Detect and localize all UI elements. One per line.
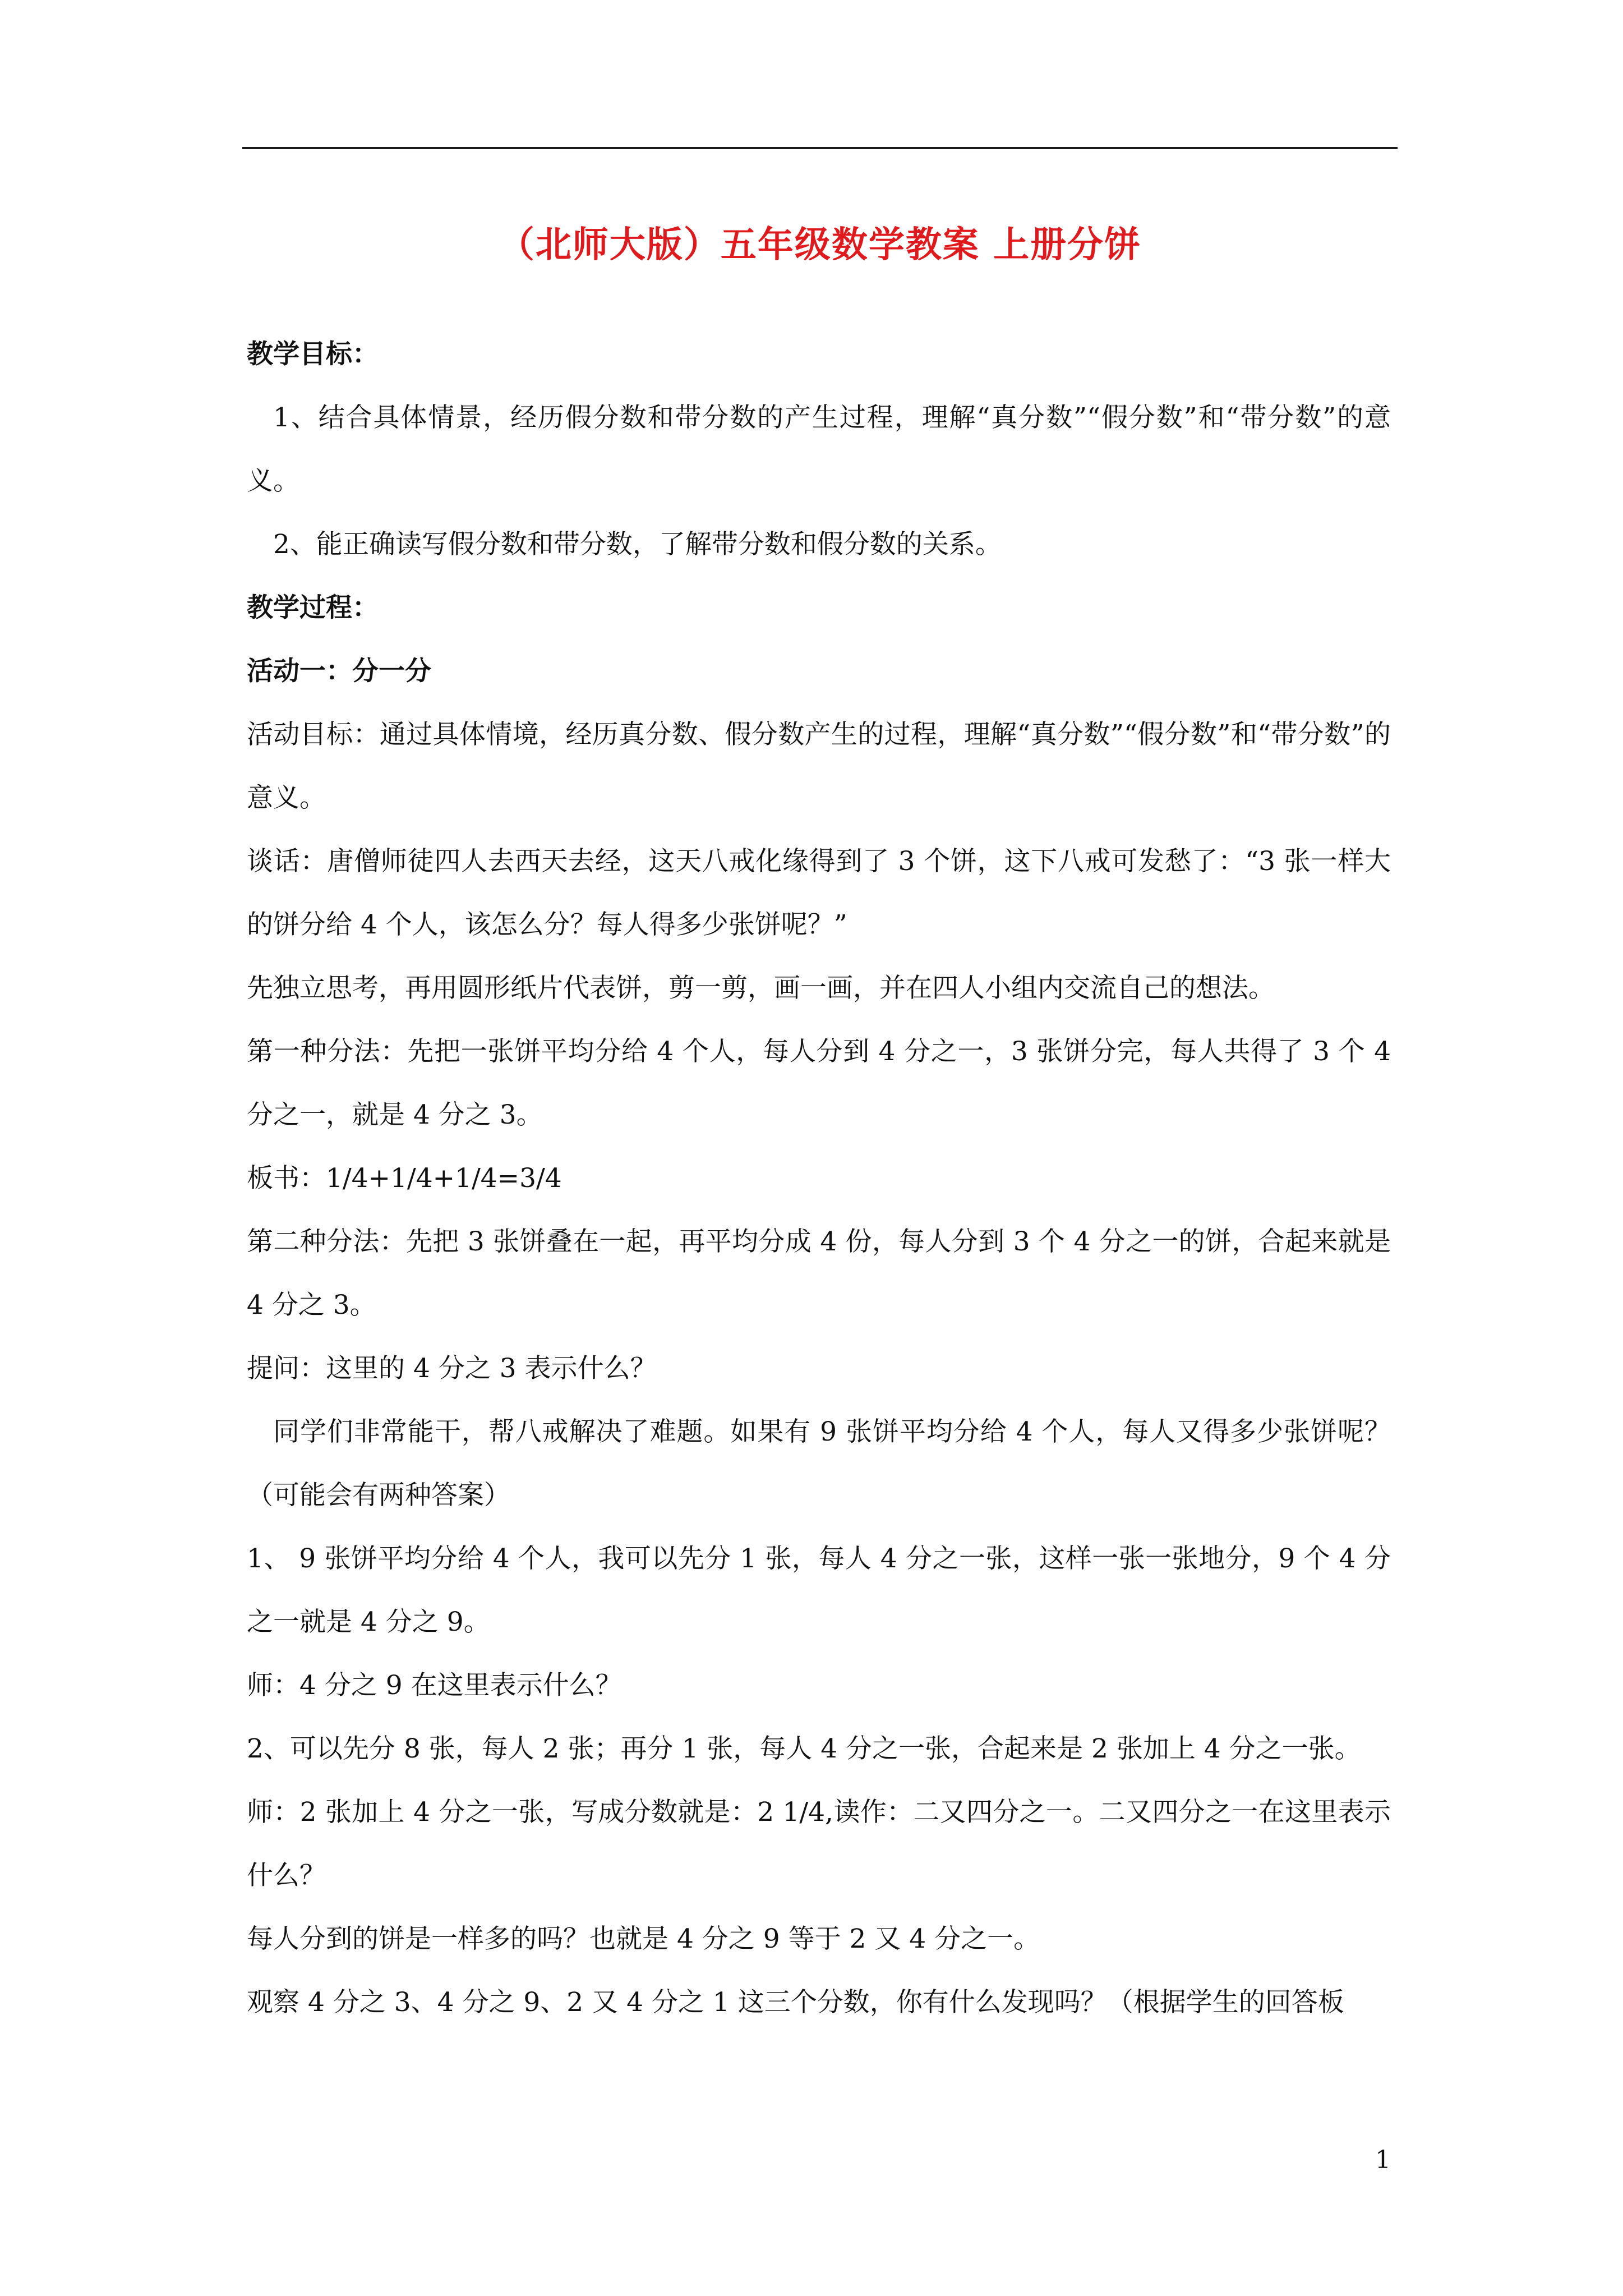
question-1: 提问：这里的 4 分之 3 表示什么？: [247, 1353, 657, 1384]
same-question: 每人分到的饼是一样多的吗？也就是 4 分之 9 等于 2 又 4 分之一。: [247, 1924, 1040, 1954]
header-rule: [242, 147, 1398, 149]
document-title: （北师大版）五年级数学教案 上册分饼: [498, 224, 1142, 266]
classmates-paragraph: 同学们非常能干，帮八戒解决了难题。如果有 9 张饼平均分给 4 个人，每人又得多少张饼呢？（可能会有两种答案）: [247, 1416, 1391, 1511]
answer-2: 2、可以先分 8 张，每人 2 张；再分 1 张，每人 4 分之一张，合起来是 2 张加上 4 分之一张。: [247, 1733, 1361, 1764]
objective-1: 1、结合具体情景，经历假分数和带分数的产生过程，理解“真分数”“假分数”和“带分数”的意义。: [247, 402, 1391, 496]
method-2-paragraph: 第二种分法：先把 3 张饼叠在一起，再平均分成 4 份，每人分到 3 个 4 分之一的饼，合起来就是 4 分之 3。: [247, 1226, 1391, 1320]
teacher-question-2: 师：2 张加上 4 分之一张，写成分数就是：2 1/4,读作：二又四分之一。二又四分之一在这里表示什么？: [247, 1797, 1391, 1891]
talk-paragraph: 谈话：唐僧师徒四人去西天去经，这天八戒化缘得到了 3 个饼，这下八戒可发愁了：“3 张一样大的饼分给 4 个人，该怎么分？每人得多少张饼呢？”: [247, 846, 1391, 940]
objectives-heading: 教学目标：: [247, 339, 379, 370]
answer-1: 1、 9 张饼平均分给 4 个人，我可以先分 1 张，每人 4 分之一张，这样一张一张地分，9 个 4 分之一就是 4 分之 9。: [247, 1543, 1391, 1637]
observe-paragraph: 观察 4 分之 3、4 分之 9、2 又 4 分之 1 这三个分数，你有什么发现吗？（根据学生的回答板: [247, 1987, 1344, 2018]
think-paragraph: 先独立思考，再用圆形纸片代表饼，剪一剪，画一画，并在四人小组内交流自己的想法。: [247, 973, 1275, 1004]
page-number: 1: [1375, 2146, 1391, 2174]
teacher-question-1: 师：4 分之 9 在这里表示什么？: [247, 1670, 622, 1701]
document-body: [247, 323, 1391, 2034]
board-note: 板书：1/4+1/4+1/4=3/4: [247, 1163, 562, 1194]
objective-2: 2、能正确读写假分数和带分数，了解带分数和假分数的关系。: [273, 529, 1002, 560]
process-heading: 教学过程：: [247, 592, 379, 623]
method-1-paragraph: 第一种分法：先把一张饼平均分给 4 个人，每人分到 4 分之一，3 张饼分完，每人共得了 3 个 4 分之一，就是 4 分之 3。: [247, 1036, 1391, 1130]
activity-1-heading: 活动一：分一分: [247, 656, 431, 687]
activity-goal: 活动目标：通过具体情境，经历真分数、假分数产生的过程，理解“真分数”“假分数”和“带分数”的意义。: [247, 719, 1391, 813]
